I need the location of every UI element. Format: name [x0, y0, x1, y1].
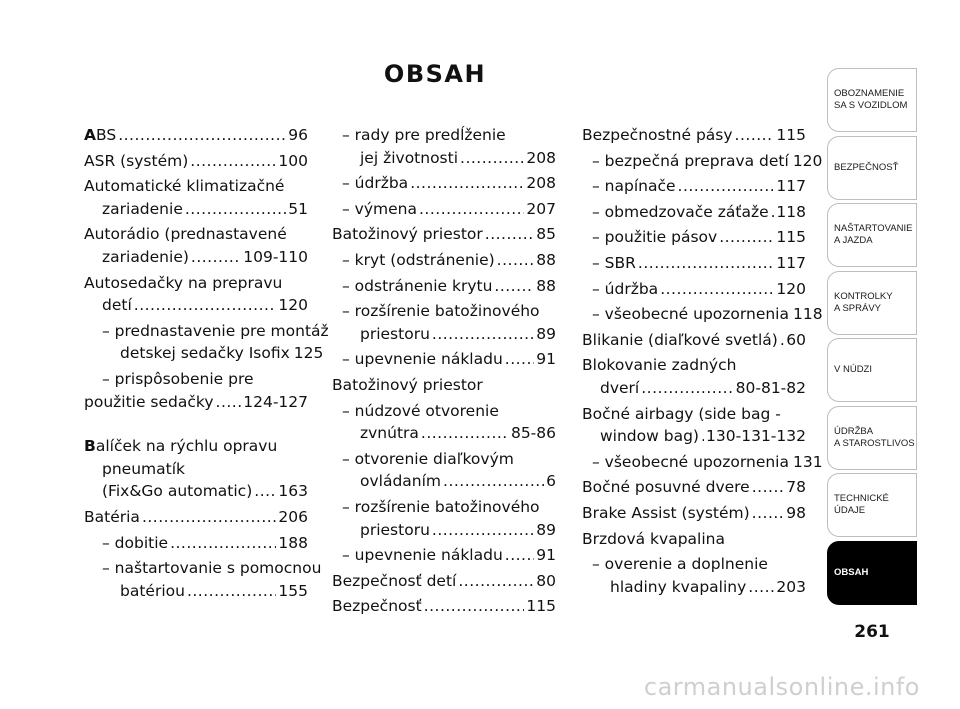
index-subentry: [332, 198, 556, 221]
index-subentry: [582, 252, 806, 275]
entry-text: – naštartovanie s pomocnou: [102, 559, 322, 578]
page-title: OBSAH: [383, 60, 487, 88]
page-ref[interactable]: 207: [526, 199, 556, 218]
page-ref[interactable]: 124-127: [243, 392, 308, 411]
index-subentry: [84, 320, 329, 365]
letter-initial: B: [84, 437, 96, 456]
index-subentry: [332, 348, 556, 371]
index-subentry: [582, 278, 806, 301]
index-entry: [332, 223, 556, 246]
index-subentry: [332, 172, 556, 195]
index-entry: [84, 435, 308, 503]
tab-label: NAŠTARTOVANIE: [834, 223, 913, 234]
page-ref[interactable]: 118: [776, 202, 806, 221]
index-subentry: [582, 150, 823, 173]
page-ref[interactable]: 188: [278, 533, 308, 552]
entry-text: – údržba: [342, 174, 409, 193]
index-subentry: [332, 249, 556, 272]
entry-text: Batožinový priestor: [332, 375, 483, 394]
entry-text: pneumatík: [102, 459, 185, 478]
tab-label: A SPRÁVY: [834, 302, 881, 314]
page-ref[interactable]: 78: [786, 478, 806, 497]
tab-label: BEZPEČNOSŤ: [834, 161, 899, 173]
tab-oboznamenie[interactable]: [827, 68, 917, 132]
entry-text: – rady pre predĺženie: [342, 126, 506, 144]
index-subentry: [582, 175, 806, 198]
page-ref[interactable]: 117: [776, 177, 806, 196]
page-ref[interactable]: 91: [536, 546, 556, 565]
index-entry: [332, 595, 556, 618]
entry-text: detí: [102, 296, 132, 315]
tab-obsah[interactable]: [827, 541, 917, 605]
entry-text: – upevnenie nákladu: [342, 546, 503, 565]
index-subentry: [332, 544, 556, 567]
entry-text: – upevnenie nákladu: [342, 350, 503, 369]
page-ref[interactable]: 117: [776, 253, 806, 272]
entry-text: – použitie pásov: [592, 228, 718, 247]
entry-text: Bočné posuvné dvere: [582, 478, 750, 497]
tab-label: ÚDAJE: [834, 505, 866, 516]
entry-text: (Fix&Go automatic): [102, 482, 253, 501]
page-ref[interactable]: 85: [536, 225, 556, 244]
entry-text: – údržba: [592, 279, 659, 298]
tab-label: V NÚDZI: [834, 364, 872, 375]
entry-text: window bag): [600, 427, 699, 446]
entry-text: zariadenie): [102, 247, 189, 266]
tab-kontrolky[interactable]: [827, 271, 917, 335]
index-column-2: [332, 124, 556, 621]
index-entry: [84, 506, 308, 529]
entry-text: detskej sedačky Isofix: [120, 344, 290, 363]
tab-bezpecnost[interactable]: [827, 136, 917, 200]
entry-text: Automatické klimatizačné: [84, 177, 285, 196]
entry-text: Bezpečnosť: [332, 597, 422, 616]
tab-udrzba[interactable]: [827, 406, 917, 470]
entry-text: Blikanie (diaľkové svetlá): [582, 330, 778, 349]
entry-text: – bezpečná preprava detí: [592, 151, 789, 170]
page-ref[interactable]: 88: [536, 276, 556, 295]
tab-label: SA S VOZIDLOM: [834, 100, 908, 111]
entry-text: jej životnosti: [360, 148, 459, 167]
entry-text: – všeobecné upozornenia: [592, 305, 789, 324]
entry-text: zvnútra: [360, 424, 419, 443]
entry-text: – SBR: [592, 253, 636, 272]
index-entry: [332, 570, 556, 593]
index-subentry: [582, 553, 806, 598]
index-subentry: [582, 451, 823, 474]
entry-text: dverí: [600, 378, 640, 397]
page-ref[interactable]: 115: [526, 597, 556, 616]
entry-text: – všeobecné upozornenia: [592, 452, 789, 471]
entry-text: – núdzové otvorenie: [342, 401, 499, 420]
entry-text: Autorádio (prednastavené: [84, 225, 287, 244]
index-entry: [84, 124, 308, 147]
entry-text: Autosedačky na prepravu: [84, 273, 283, 292]
entry-text: – prednastavenie pre montáž: [102, 321, 329, 340]
page-ref[interactable]: 115: [776, 228, 806, 247]
page-ref[interactable]: 80: [536, 571, 556, 590]
entry-text: – odstránenie krytu: [342, 276, 493, 295]
index-entry: [332, 374, 556, 397]
entry-text: – otvorenie diaľkovým: [342, 449, 514, 468]
index-subentry: [332, 400, 556, 445]
entry-text: Bočné airbagy (side bag -: [582, 404, 781, 423]
page-ref[interactable]: 208: [526, 148, 556, 167]
index-subentry: [84, 557, 322, 602]
tab-nastartovanie[interactable]: [827, 203, 917, 267]
section-tabs: [827, 68, 917, 608]
index-entry: [84, 175, 308, 220]
letter-initial: A: [84, 126, 96, 144]
entry-text: zariadenie: [102, 199, 183, 218]
tab-label: OBOZNAMENIE: [834, 88, 905, 99]
tab-label: A JAZDA: [834, 235, 873, 246]
page-ref[interactable]: 80-81-82: [735, 378, 806, 397]
entry-text: Batéria: [84, 507, 140, 526]
index-entry: [84, 150, 308, 173]
tab-label: KONTROLKY: [834, 290, 893, 302]
page-ref[interactable]: 155: [278, 581, 308, 600]
page-ref[interactable]: 91: [536, 350, 556, 369]
page-ref[interactable]: 163: [278, 482, 308, 501]
entry-text: Brzdová kvapalina: [582, 529, 725, 548]
tab-label: TECHNICKÉ: [834, 493, 889, 504]
entry-text: – rozšírenie batožinového: [342, 497, 540, 516]
index-entry: [582, 354, 806, 399]
entry-text: Batožinový priestor: [332, 225, 483, 244]
tab-label: OBSAH: [834, 566, 869, 578]
page-ref[interactable]: 51: [288, 199, 308, 218]
index-column-3: [582, 124, 823, 601]
index-entry: [582, 403, 806, 448]
entry-text: – napínače: [592, 177, 676, 196]
page-ref[interactable]: 208: [526, 174, 556, 193]
index-subentry: [332, 496, 556, 541]
tab-label: A STAROSTLIVOS: [834, 437, 915, 449]
page-ref[interactable]: 98: [786, 503, 806, 522]
page-number: 261: [854, 622, 890, 642]
page-ref[interactable]: 120: [776, 279, 806, 298]
page-ref[interactable]: 96: [288, 126, 308, 144]
page-ref[interactable]: 89: [536, 520, 556, 539]
page-ref[interactable]: 203: [776, 577, 806, 596]
entry-text: – výmena: [342, 199, 417, 218]
entry-text: Blokovanie zadných: [582, 356, 737, 375]
index-subentry: [84, 368, 308, 413]
index-entry: [582, 124, 806, 147]
page-ref[interactable]: 100: [278, 151, 308, 170]
index-subentry: [84, 532, 308, 555]
index-entry: [582, 528, 806, 551]
entry-text: – overenie a doplnenie: [592, 555, 768, 574]
tab-label: ÚDRŽBA: [834, 425, 874, 437]
entry-text: Brake Assist (systém): [582, 503, 750, 522]
tab-v-nudzi[interactable]: [827, 338, 917, 402]
page-ref[interactable]: 118: [792, 305, 823, 324]
tab-technicke[interactable]: [827, 473, 917, 537]
entry-text: alíček na rýchlu opravu: [95, 437, 278, 456]
index-entry: [84, 223, 308, 268]
page-ref[interactable]: 206: [278, 507, 308, 526]
entry-text: Bezpečnostné pásy: [582, 126, 733, 144]
entry-text: ovládaním: [360, 472, 442, 491]
index-entry: [84, 272, 308, 317]
index-subentry: [332, 275, 556, 298]
index-entry: [582, 502, 806, 525]
entry-text: BS: [96, 126, 117, 144]
index-subentry: [582, 226, 806, 249]
page-ref[interactable]: 130-131-132: [706, 427, 806, 446]
index-subentry: [582, 201, 806, 224]
entry-text: – prispôsobenie pre: [102, 369, 254, 388]
entry-text: batériou: [120, 581, 185, 600]
index-column-1: [84, 124, 329, 605]
entry-text: Bezpečnosť detí: [332, 571, 457, 590]
page-ref[interactable]: 89: [536, 324, 556, 343]
entry-text: – kryt (odstránenie): [342, 250, 495, 269]
page-ref[interactable]: 125: [293, 344, 324, 363]
page-ref[interactable]: 120: [792, 151, 823, 170]
index-entry: [582, 476, 806, 499]
entry-text: priestoru: [360, 324, 430, 343]
entry-text: – dobitie: [102, 533, 169, 552]
page-ref[interactable]: 120: [278, 296, 308, 315]
watermark: carmanualsonline.info: [643, 673, 920, 701]
page-ref[interactable]: 85-86: [510, 424, 556, 443]
entry-text: hladiny kvapaliny: [610, 577, 747, 596]
index-entry: [582, 329, 806, 352]
index-subentry: [332, 300, 556, 345]
entry-text: – rozšírenie batožinového: [342, 302, 540, 321]
page-ref[interactable]: 60: [786, 330, 806, 349]
page-ref[interactable]: 6: [546, 472, 556, 491]
entry-text: použitie sedačky: [84, 392, 214, 411]
entry-text: ASR (systém): [84, 151, 189, 170]
index-subentry: [332, 448, 556, 493]
entry-text: – obmedzovače záťaže: [592, 202, 769, 221]
page-ref[interactable]: 109-110: [243, 247, 308, 266]
page-ref[interactable]: 88: [536, 250, 556, 269]
page-ref[interactable]: 131: [792, 452, 823, 471]
index-subentry: [582, 303, 823, 326]
index-subentry: [332, 124, 556, 169]
page-ref[interactable]: 115: [776, 126, 806, 144]
entry-text: priestoru: [360, 520, 430, 539]
